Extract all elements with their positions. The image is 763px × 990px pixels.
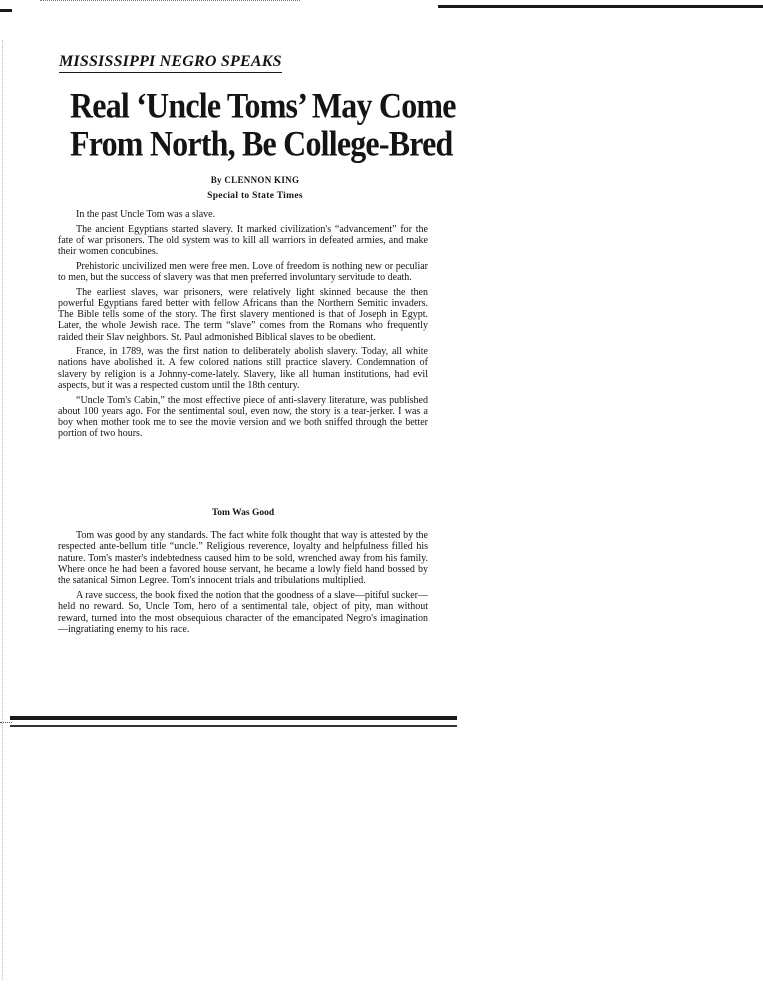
scan-edge-dotted-line <box>40 0 300 1</box>
article-paragraph: Tom was good by any standards. The fact white folk thought that way is attested by the respected ante-bellum title “uncle.” Religious reverence, loyalty and helpfulness filled his nature. Tom's master's indebtedness caused him to be sold, wrenched away from his family. Where once he had been a favored house servant, he became a lowly field hand bossed by the satanical Simon Legree. Tom's innocent trials and tribulations multiplied. <box>58 530 428 587</box>
headline <box>70 84 456 164</box>
byline-author: By CLENNON KING <box>210 175 300 185</box>
top-rule-left-fragment <box>0 9 12 12</box>
byline-credit: Special to State Times <box>207 191 303 201</box>
bottom-rule <box>10 716 457 720</box>
scan-edge-dotted-line-bottom <box>0 722 12 723</box>
bottom-rule-thin <box>10 725 457 727</box>
top-rule <box>438 5 763 8</box>
headline-line-2: From North, Be College-Bred <box>70 122 453 164</box>
article-paragraph: Prehistoric uncivilized men were free men. Love of freedom is nothing new or peculiar to men, but the success of slavery was that men preferred involuntary servitude to death. <box>58 260 428 284</box>
article-paragraph: The ancient Egyptians started slavery. It marked civilization's “advancement” for the fate of war prisoners. The old system was to kill all warriors in defeated armies, and make their women concubines. <box>58 223 428 258</box>
article-paragraph: France, in 1789, was the first nation to deliberately abolish slavery. Today, all white nations have abolished it. A few colored nations still practice slavery. Condemnation of slavery by religion is a Johnny-come-lately. Slavery, like all human institutions, had evil aspects, but it was a respected custom until the 18th century. <box>58 346 428 391</box>
scan-left-edge <box>2 40 3 980</box>
article-body <box>58 209 428 443</box>
subhead: Tom Was Good <box>211 508 275 518</box>
byline <box>160 172 350 204</box>
article-paragraph: The earliest slaves, war prisoners, were relatively light skinned because the then powerful Egyptians fared better with fellow Africans than the Northern Semitic invaders. The Bible tells some of the story. The first slavery mentioned is that of Joseph in Egypt. Later, the whole Jewish race. The term “slave” comes from the Romans who frequently raided their Slav neighbors. St. Paul admonished Biblical slaves to be obedient. <box>58 286 428 343</box>
article-section-tom-was-good <box>58 508 428 639</box>
headline-line-1: Real ‘Uncle Toms’ May Come <box>70 84 456 126</box>
article-paragraph: A rave success, the book fixed the notion that the goodness of a slave—pitiful sucker—held no reward. So, Uncle Tom, hero of a sentimental tale, object of pity, man without reward, turned into the most obsequious character of the emancipated Negro's imagination—ingratiating enemy to his race. <box>58 590 428 635</box>
article-paragraph: “Uncle Tom's Cabin,” the most effective piece of anti-slavery literature, was published about 100 years ago. For the sentimental soul, even now, the story is a tear-jerker. I was a boy when mother took me to see the movie version and we both sniffed through the better portion of two hours. <box>58 394 428 440</box>
kicker-heading: MISSISSIPPI NEGRO SPEAKS <box>59 53 282 73</box>
article-paragraph: In the past Uncle Tom was a slave. <box>76 209 216 220</box>
